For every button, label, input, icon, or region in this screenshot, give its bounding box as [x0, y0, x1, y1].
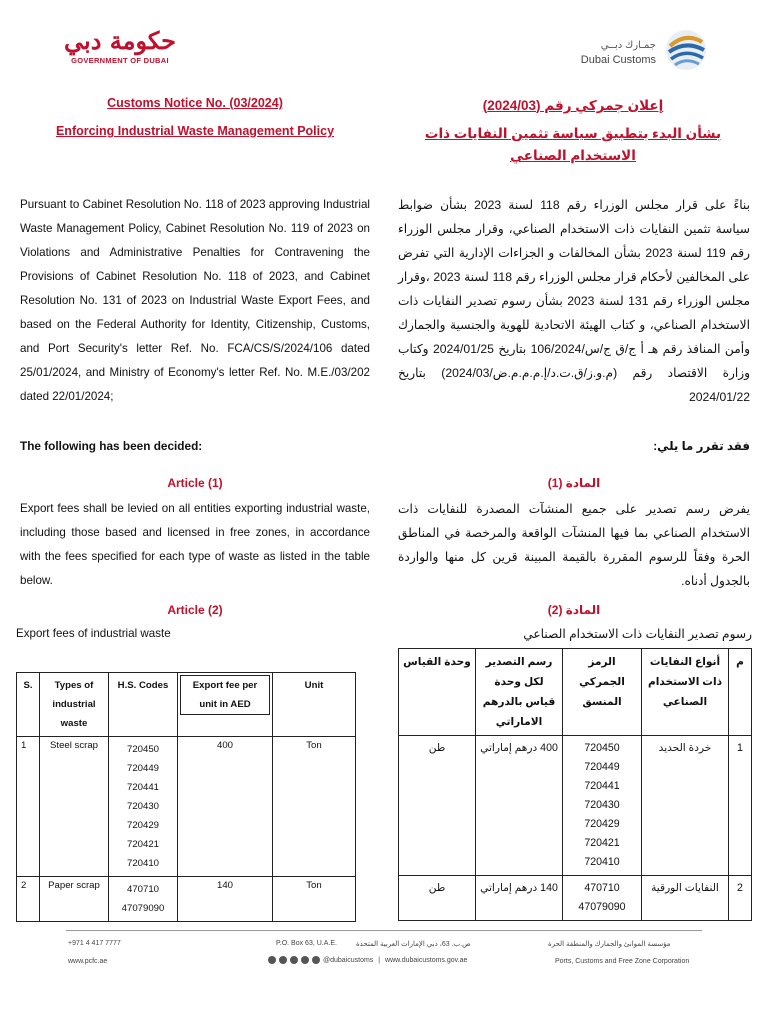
cell-unit: Ton [273, 737, 356, 877]
article-1-heading-en: Article (1) [167, 476, 223, 490]
col-header-sn: م [729, 649, 752, 736]
article-1-text-en: Export fees shall be levied on all entities exporting industrial waste, including those based and licensed in free zones, in accordance with the fees specified for each type of waste as listed in the table below. [20, 502, 370, 587]
decided-ar: فقد تقرر ما يلي: [653, 439, 750, 453]
article-2-caption-en: Export fees of industrial waste [16, 627, 171, 640]
col-header-type: Types of industrial waste [40, 673, 109, 737]
table-header-row [399, 649, 752, 736]
col-header-sn: S. [17, 673, 40, 737]
footer-pobox-en: P.O. Box 63, U.A.E. [276, 940, 337, 947]
footer-website-link[interactable]: www.dubaicustoms.gov.ae [385, 956, 468, 964]
at-icon [312, 956, 320, 964]
col-header-fee: Export fee per unit in AED [178, 673, 273, 737]
footer-social-handle[interactable]: @dubaicustoms [323, 956, 374, 964]
dubai-customs-arabic: جمـارك دبــي [600, 40, 656, 51]
table-row [17, 737, 356, 877]
table-row [17, 877, 356, 922]
cell-codes: 470710 47079090 [109, 877, 178, 922]
footer-pcfc-link[interactable]: www.pcfc.ae [68, 958, 108, 965]
dubai-customs-logo [548, 28, 708, 76]
instagram-icon[interactable] [268, 956, 276, 964]
intro-paragraph-ar: بناءً على قرار مجلس الوزراء رقم 118 لسنة 2023 بشأن ضوابط سياسة تثمين النفايات ذات الاستخدام الصناعي، وقرار مجلس الوزراء رقم 119 لسنة 2023 بشأن المخالفات و الجزاءات الإدارية التي تفرض على المخالفين لأحكام قرار مجلس الوزراء رقم 118 لسنة 2023 ،وقرار مجلس الوزراء رقم 131 لسنة 2023 بشأن رسوم تصدير النفايات ذات الاستخدام الصناعي، و كتاب الهيئة الاتحادية للهوية والجنسية والجمارك وأمن المنافذ رقم هـ أ ج/ق ج/س/106/2024 بتاريخ 2024/01/25 وكتاب وزارة الاقتصاد رقم (م.و.ز/ق.ت.د/إ.م.م.م.ض/2024/03) بتاريخ 2024/01/22 [398, 198, 751, 404]
article-2-heading-en: Article (2) [167, 603, 223, 617]
cell-sn: 2 [17, 877, 40, 922]
table-row [399, 736, 752, 876]
youtube-icon[interactable] [301, 956, 309, 964]
cell-unit: Ton [273, 877, 356, 922]
twitter-icon[interactable] [279, 956, 287, 964]
footer-pobox-ar: ص.ب. 63، دبي الإمارات العربية المتحدة [356, 941, 471, 948]
footer-corp-ar: مؤسسة الموانئ والجمارك والمنطقة الحرة [548, 941, 671, 948]
cell-codes: 470710 47079090 [563, 876, 642, 921]
footer-separator: | [376, 956, 383, 964]
notice-subject-ar: بشأن البدء بتطبيق سياسة تثمين النفايات ذات الاستخدام الصناعي [424, 126, 722, 163]
cell-sn: 1 [729, 736, 752, 876]
notice-number-en: Customs Notice No. (03/2024) [107, 96, 283, 110]
notice-subject-en: Enforcing Industrial Waste Management Policy [55, 124, 335, 138]
cell-sn: 1 [17, 737, 40, 877]
cell-type: Paper scrap [40, 877, 109, 922]
col-header-codes: H.S. Codes [109, 673, 178, 737]
gov-logo-arabic: حكومة دبي [64, 26, 176, 55]
gov-logo-english: GOVERNMENT OF DUBAI [71, 56, 169, 65]
decided-en: The following has been decided: [20, 439, 203, 453]
col-header-codes: الرمز الجمركي المنسق [563, 649, 642, 736]
cell-type: Steel scrap [40, 737, 109, 877]
footer-phone: +971 4 417 7777 [68, 940, 121, 947]
cell-unit: طن [399, 736, 476, 876]
footer-divider [66, 930, 702, 931]
cell-unit: طن [399, 876, 476, 921]
fees-table-ar [398, 648, 752, 921]
col-header-unit: وحدة القياس [399, 649, 476, 736]
col-header-unit: Unit [273, 673, 356, 737]
col-header-fee: رسم التصدير لكل وحدة قياس بالدرهم الاماراتي [476, 649, 563, 736]
dubai-customs-english: Dubai Customs [580, 54, 656, 66]
article-1-text-ar: يفرض رسم تصدير على جميع المنشآت المصدرة للنفايات ذات الاستخدام الصناعي بما فيها المنشآت الواقعة والمرخصة في المناطق الحرة وفقاً للرسوم المقررة بالقيمة المبينة قرين كل منها والواردة بالجدول أدناه. [398, 502, 750, 588]
table-row [399, 876, 752, 921]
government-of-dubai-logo [60, 26, 180, 76]
facebook-icon[interactable] [290, 956, 298, 964]
footer-corp-en: Ports, Customs and Free Zone Corporation [555, 958, 690, 965]
cell-type: خردة الحديد [642, 736, 729, 876]
cell-codes: 720450 720449 720441 720430 720429 720421 720410 [563, 736, 642, 876]
footer-social-row [268, 956, 538, 964]
article-1-heading-ar: المادة (1) [547, 476, 601, 490]
cell-codes: 720450 720449 720441 720430 720429 720421 720410 [109, 737, 178, 877]
article-2-caption-ar: رسوم تصدير النفايات ذات الاستخدام الصناعي [523, 627, 752, 641]
col-header-type: أنواع النفايات ذات الاستخدام الصناعي [642, 649, 729, 736]
cell-fee: 140 درهم إماراتي [476, 876, 563, 921]
cell-type: النفايات الورقية [642, 876, 729, 921]
table-header-row [17, 673, 356, 737]
article-2-heading-ar: المادة (2) [547, 603, 601, 617]
dubai-customs-emblem-icon [664, 28, 708, 72]
cell-fee: 400 درهم إماراتي [476, 736, 563, 876]
fees-table-en [16, 672, 356, 922]
cell-sn: 2 [729, 876, 752, 921]
cell-fee: 400 [178, 737, 273, 877]
intro-paragraph-en: Pursuant to Cabinet Resolution No. 118 of 2023 approving Industrial Waste Management Policy, Cabinet Resolution No. 119 of 2023 on Violations and Administrative Penalties for Contravening the Provisions of Cabinet Resolution No. 118 of 2023, and Cabinet Resolution No. 131 of 2023 on Industrial Waste Export Fees, and based on the Federal Authority for Identity, Citizenship, Customs, and Port Security's letter Ref. No. FCA/CS/S/2024/106 dated 25/01/2024, and Ministry of Economy's letter Ref. No. M.E./03/202 dated 22/01/2024; [20, 198, 370, 403]
cell-fee: 140 [178, 877, 273, 922]
notice-number-ar: إعلان جمركي رقم (2024/03) [482, 98, 664, 113]
